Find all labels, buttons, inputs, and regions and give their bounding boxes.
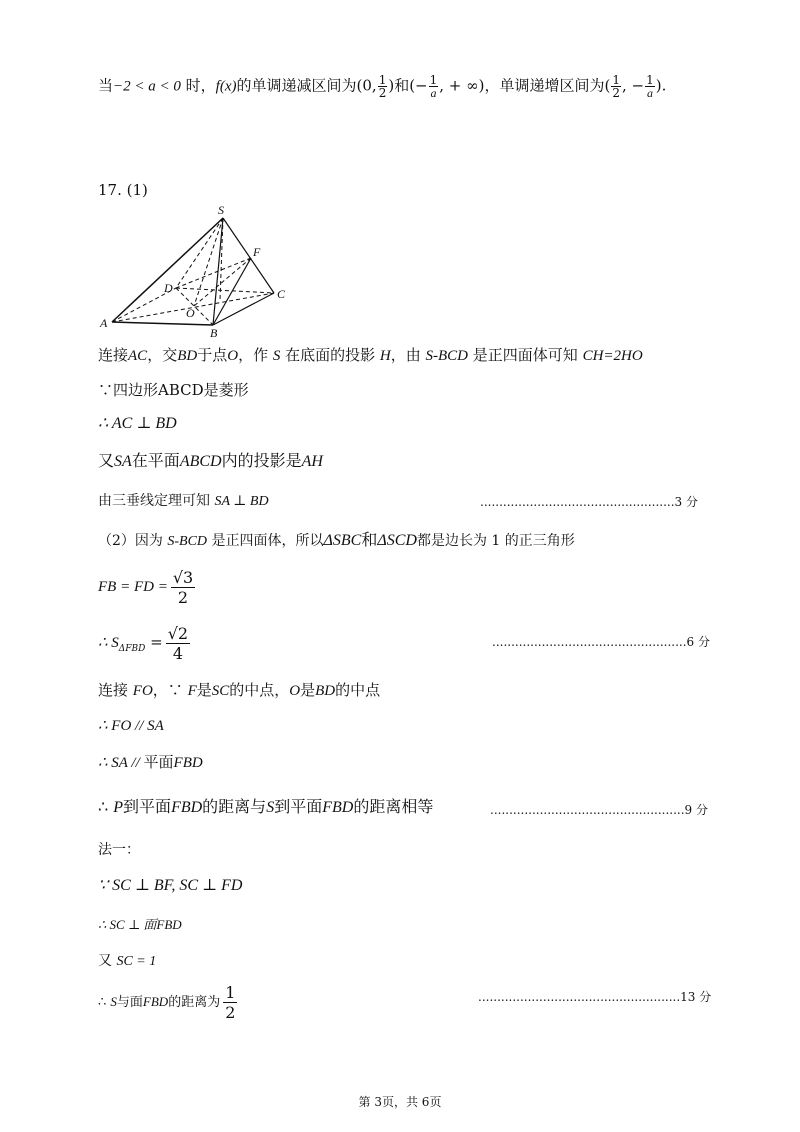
text: , − [622, 76, 645, 95]
function-math: f(x) [215, 78, 237, 95]
math: SC = 1 [116, 954, 157, 969]
numerator: 1 [429, 73, 438, 87]
text: 在底面的投影 [280, 346, 380, 364]
math: ABCD [179, 453, 222, 470]
text: 连接 [98, 346, 129, 364]
edge-FO [194, 258, 251, 306]
math: P [113, 799, 124, 816]
edge-DC [176, 288, 274, 293]
label-B: B [210, 326, 218, 340]
text: ，交 [147, 346, 178, 364]
text: 和 [361, 530, 378, 549]
text: ，∵ [152, 681, 188, 699]
math: SA ⊥ BD [214, 494, 269, 509]
edge-SC [223, 218, 274, 293]
text: 与面 [116, 995, 143, 1010]
interval-close: ). [655, 76, 667, 95]
math: S-BCD [167, 534, 208, 549]
text: 都是边长为 1 的正三角形 [416, 533, 575, 549]
math: ΔSBC [323, 532, 362, 549]
text: 是正四面体可知 [468, 346, 583, 364]
denominator: 2 [612, 86, 621, 100]
math: FBD [142, 994, 169, 1009]
text: 于点 [197, 346, 228, 364]
text: 平面 [143, 753, 174, 771]
math: ∴ SA // [98, 755, 144, 771]
method-title: 法一： [98, 842, 140, 858]
text: 连接 [98, 681, 133, 699]
edge-SA [112, 218, 223, 322]
edge-FD [176, 258, 251, 288]
fraction [223, 983, 237, 1022]
numerator: 1 [612, 73, 621, 87]
proof-line: ∴ AC ⊥ BD [98, 415, 177, 432]
text: ，由 [390, 346, 426, 364]
text: 的中点 [335, 681, 381, 699]
denominator: 4 [172, 643, 183, 663]
line-monotonic-intervals [98, 74, 666, 99]
denominator: a [430, 86, 437, 100]
proof-line [98, 345, 643, 366]
interval-open: (− [409, 76, 428, 95]
math: S [272, 348, 281, 364]
text: 时， [180, 76, 216, 95]
text: 的单调递减区间为 [236, 76, 357, 95]
text: 在平面 [131, 451, 180, 470]
math: FBD [322, 799, 354, 816]
math: FBD [156, 917, 182, 932]
text: 内的投影是 [221, 451, 302, 470]
math: ∴ S [98, 635, 119, 651]
label-S: S [218, 203, 224, 217]
text: 由三垂线定理可知 [98, 493, 215, 509]
proof-line [98, 951, 156, 972]
text: 又 [98, 953, 117, 969]
math: O [227, 348, 239, 364]
question-heading: 17. (1) [98, 181, 148, 199]
text: ，单调递增区间为 [484, 76, 605, 95]
text: ∴ [98, 797, 114, 816]
text: 和 [394, 76, 410, 95]
math: AH [301, 453, 323, 470]
proof-line: ∵四边形ABCD是菱形 [98, 381, 249, 399]
text: ，作 [238, 346, 273, 364]
label-A: A [100, 316, 108, 330]
text: 又 [98, 451, 115, 470]
math: S [266, 799, 275, 816]
math: = [145, 633, 163, 651]
interval-close: ) [388, 76, 395, 95]
math: ∴ SC ⊥ 面 [98, 917, 157, 932]
proof-line [98, 752, 203, 773]
edge-AB [112, 322, 213, 325]
numerator: 1 [646, 73, 654, 87]
denominator: 2 [378, 86, 387, 100]
text: ∴ [98, 995, 111, 1010]
text: 是 [300, 681, 316, 699]
numerator: 1 [378, 73, 387, 87]
math: BD [315, 683, 336, 699]
math: SA [114, 453, 132, 470]
proof-line [98, 797, 433, 818]
math: F [187, 683, 197, 699]
math: FO [132, 683, 153, 699]
math: S [110, 994, 117, 1009]
interval-close: , + ∞) [439, 76, 485, 95]
text: 的中点， [229, 681, 290, 699]
numerator: √2 [167, 623, 189, 643]
proof-line: ∵ SC ⊥ BF, SC ⊥ FD [98, 877, 243, 894]
proof-line [98, 451, 323, 472]
label-C: C [277, 287, 286, 301]
denominator: 2 [177, 587, 189, 607]
proof-line: ∴ FO // SA [98, 718, 164, 734]
math: AC [128, 348, 148, 364]
score-mark: ...................................................6 分 [492, 635, 710, 649]
score-mark: .....................................................13 分 [478, 990, 712, 1004]
tetrahedron-figure [98, 200, 298, 340]
text: 的距离相等 [353, 797, 434, 816]
math: H [379, 348, 391, 364]
text: （2）因为 [98, 533, 168, 549]
page-footer: 第 3页，共 6页 [358, 1095, 442, 1109]
math: O [289, 683, 301, 699]
math: CH=2HO [582, 348, 643, 364]
math: FB = FD = [98, 579, 168, 595]
text: 的距离与 [202, 797, 267, 816]
condition-math: −2 < a < 0 [113, 78, 181, 95]
math: FBD [173, 755, 203, 771]
math: SC [211, 683, 230, 699]
math: FBD [171, 799, 203, 816]
denominator: a [646, 86, 653, 100]
fraction-half [378, 74, 388, 99]
text: 是 [196, 681, 212, 699]
fraction [166, 624, 190, 663]
interval-open: ( [604, 76, 611, 95]
text: 到平面 [123, 797, 172, 816]
numerator: 1 [225, 983, 236, 1002]
text: 到平面 [274, 797, 323, 816]
math: S-BCD [425, 348, 469, 364]
text: 当 [98, 76, 114, 95]
edge-SD [176, 218, 223, 288]
equation-line [98, 982, 240, 1023]
math: BD [177, 348, 198, 364]
subscript: ΔFBD [118, 644, 146, 654]
equation-line [98, 622, 193, 669]
numerator: √3 [172, 567, 194, 587]
fraction [171, 568, 195, 607]
interval-open: (0, [356, 76, 377, 95]
text: 是正四面体，所以 [207, 533, 324, 549]
math: ΔSCD [377, 532, 417, 549]
text: 的距离为 [168, 995, 221, 1010]
proof-line [98, 491, 269, 512]
denominator: 2 [225, 1003, 236, 1022]
fraction-half [611, 74, 621, 99]
label-D: D [164, 281, 173, 295]
proof-line [98, 915, 182, 936]
score-mark: ...................................................9 分 [490, 803, 708, 817]
proof-line [98, 530, 575, 552]
proof-line [98, 680, 380, 701]
fraction-inv-a [429, 74, 439, 99]
equation-line [98, 566, 198, 607]
label-O: O [186, 306, 195, 320]
fraction-inv-a [645, 74, 655, 99]
score-mark: ...................................................3 分 [480, 495, 698, 509]
label-F: F [253, 245, 261, 259]
